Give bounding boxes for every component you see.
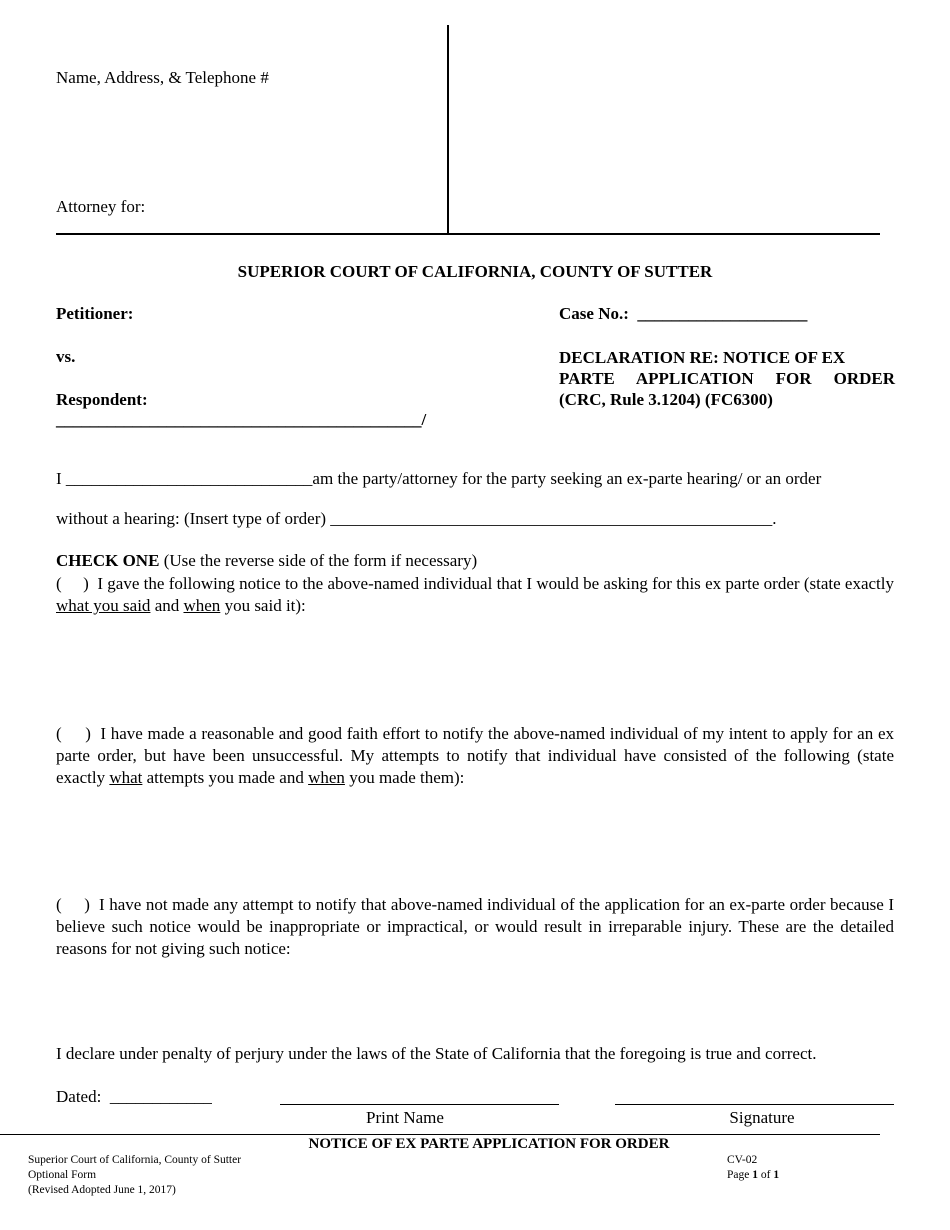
respondent-label: Respondent: — [56, 390, 148, 409]
court-title: SUPERIOR COURT OF CALIFORNIA, COUNTY OF SUTTER — [237, 262, 713, 281]
header-bottom-rule — [56, 233, 880, 235]
declarant-pronoun: I — [56, 469, 62, 488]
page-of: of — [757, 1169, 774, 1181]
notice-option-1 — [56, 573, 894, 617]
declarant-line-2 — [56, 509, 777, 529]
print-name-label: Print Name — [366, 1108, 444, 1127]
vs-label: vs. — [56, 347, 76, 366]
option-2-underline-what: what — [109, 768, 143, 787]
document-title-line-2: PARTE APPLICATION FOR ORDER — [559, 369, 895, 388]
option-2-underline-when: when — [308, 768, 345, 787]
check-one-note: (Use the reverse side of the form if necessary) — [163, 551, 478, 570]
perjury-statement: I declare under penalty of perjury under the laws of the State of California that the foregoing is true and correct. — [56, 1044, 817, 1063]
option-2-checkbox[interactable]: ( ) — [56, 724, 91, 743]
option-1-text: I gave the following notice to the above-named individual that I would be asking for this ex parte order (state exactly — [97, 574, 894, 593]
name-address-label: Name, Address, & Telephone # — [56, 68, 269, 87]
dated-field[interactable]: ____________ — [109, 1087, 212, 1106]
footer-form-type: Optional Form — [28, 1169, 97, 1181]
option-1-underline-what: what you said — [56, 596, 151, 615]
option-2-text-b: attempts you made and — [142, 768, 309, 787]
check-one-heading — [56, 551, 477, 571]
header-divider — [447, 25, 449, 235]
signature-label: Signature — [729, 1108, 795, 1127]
notice-option-2 — [56, 723, 894, 789]
footer-rule — [0, 1134, 880, 1135]
option-1-text-c: you said it): — [220, 596, 306, 615]
respondent-underline: ___________________________________________/ — [56, 410, 427, 429]
option-3-text: I have not made any attempt to notify that above-named individual of the application for an ex-parte order because I believe such notice would be inappropriate or impractical, or would result in irreparable injury. These are the detailed reasons for not giving such notice: — [56, 895, 895, 958]
notice-option-3 — [56, 894, 894, 960]
option-2-text-c: you made them): — [344, 768, 465, 787]
footer-right-block — [727, 1153, 779, 1183]
page-prefix: Page — [727, 1169, 753, 1181]
case-number-field[interactable]: ____________________ — [637, 304, 808, 323]
dated-label: Dated: — [56, 1087, 102, 1106]
footer-revision: (Revised Adopted June 1, 2017) — [28, 1184, 176, 1196]
option-2-text: I have made a reasonable and good faith effort to notify the above-named individual of my intent to apply for an ex parte order, but have been unsuccessful. My attempts to notify that individual have consisted of the following (state exactly — [56, 724, 894, 787]
document-title — [559, 347, 895, 410]
signature-line[interactable] — [615, 1104, 894, 1105]
footer-left-block — [28, 1153, 241, 1198]
footer-title: NOTICE OF EX PARTE APPLICATION FOR ORDER — [308, 1136, 670, 1152]
petitioner-label: Petitioner: — [56, 304, 134, 323]
dated-row — [56, 1087, 212, 1107]
form-number: CV-02 — [727, 1154, 758, 1166]
order-type-label: without a hearing: (Insert type of order) — [56, 509, 327, 528]
declarant-line-1 — [56, 469, 821, 489]
option-1-text-b: and — [150, 596, 184, 615]
option-3-checkbox[interactable]: ( ) — [56, 895, 90, 914]
document-title-line-1: DECLARATION RE: NOTICE OF EX — [559, 348, 846, 367]
page-indicator — [727, 1168, 779, 1183]
option-1-checkbox[interactable]: ( ) — [56, 574, 89, 593]
declarant-role-text: am the party/attorney for the party seeking an ex-parte hearing/ or an order — [312, 469, 822, 488]
check-one-label: CHECK ONE — [56, 551, 160, 570]
document-title-line-3: (CRC, Rule 3.1204) (FC6300) — [559, 390, 773, 409]
order-type-field[interactable]: ____________________________________________________. — [330, 509, 777, 528]
page-total: 1 — [773, 1169, 780, 1181]
case-number-label: Case No.: — [559, 304, 629, 323]
option-1-underline-when: when — [183, 596, 221, 615]
page-current: 1 — [752, 1169, 758, 1181]
case-number-row — [559, 304, 807, 324]
footer-court-name: Superior Court of California, County of Sutter — [28, 1154, 242, 1166]
attorney-for-label: Attorney for: — [56, 197, 146, 216]
print-name-line[interactable] — [280, 1104, 559, 1105]
declarant-name-field[interactable]: _____________________________ — [65, 469, 313, 488]
